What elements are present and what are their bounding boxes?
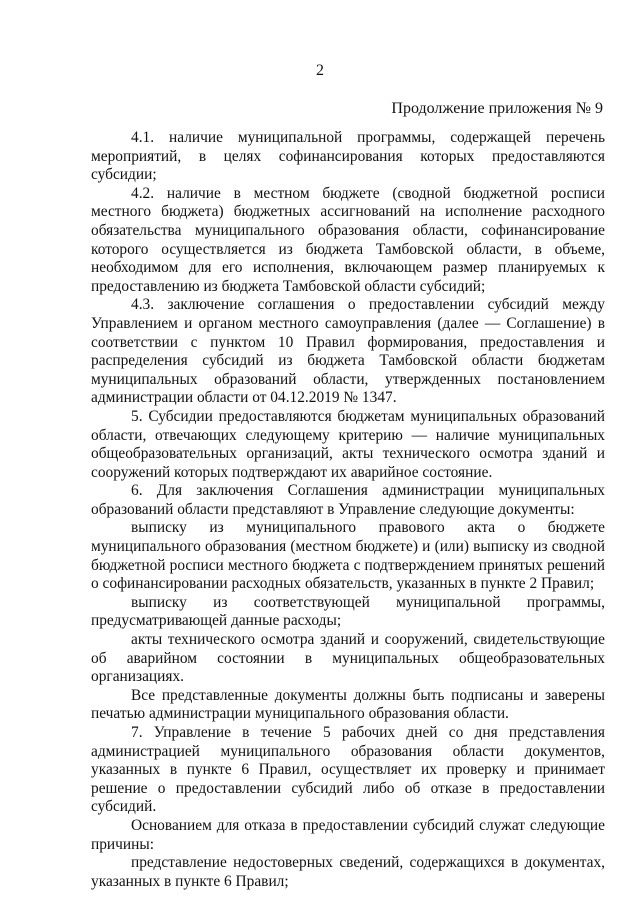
paragraph-7: 7. Управление в течение 5 рабочих дней со дня представления администрацией муниципального образования области документов, указанных в пункте 6 Правил, осуществляет их проверку и принимает решение о предоставлении субсидий либо об отказе в предоставлении субсидий. xyxy=(91,724,605,816)
document-item-budget-extract: выписку из муниципального правового акта о бюджете муниципального образования (местном бюджете) и (или) выписку из сводной бюджетной росписи местного бюджета с подтверждением принятых решений о софинансировании расходных обязательств, указанных в пункте 2 Правил; xyxy=(91,519,605,593)
paragraph-4-1: 4.1. наличие муниципальной программы, содержащей перечень мероприятий, в целях софинансирования которых предоставляются субсидии; xyxy=(91,129,605,184)
refusal-ground-item: представление недостоверных сведений, содержащихся в документах, указанных в пункте 6 Правил; xyxy=(91,854,605,890)
paragraph-4-3: 4.3. заключение соглашения о предоставлении субсидий между Управлением и органом местного самоуправления (далее — Соглашение) в соответствии с пунктом 10 Правил формирования, предоставления и распределения субсидий из бюджета Тамбовской области бюджетам муниципальных образований области, утвержденных постановлением администрации области от 04.12.2019 № 1347. xyxy=(91,296,605,407)
page-number: 2 xyxy=(316,62,324,79)
paragraph-6: 6. Для заключения Соглашения администрации муниципальных образований области представляют в Управление следующие документы: xyxy=(91,482,605,518)
document-item-program-extract: выписку из соответствующей муниципальной программы, предусматривающей данные расходы; xyxy=(91,593,605,630)
paragraph-5: 5. Субсидии предоставляются бюджетам муниципальных образований области, отвечающих следующему критерию — наличие муниципальных общеобразовательных организаций, акты технического осмотра зданий и сооружений которых подтверждают их аварийное состояние. xyxy=(91,407,605,481)
paragraph-refusal-grounds: Основанием для отказа в предоставлении субсидий служат следующие причины: xyxy=(91,816,605,853)
appendix-continuation-label: Продолжение приложения № 9 xyxy=(391,100,603,117)
paragraph-signature-requirement: Все представленные документы должны быть подписаны и заверены печатью администрации муниципального образования области. xyxy=(91,686,605,723)
paragraph-4-2: 4.2. наличие в местном бюджете (сводной бюджетной росписи местного бюджета) бюджетных ассигнований на исполнение расходного обязательства муниципального образования области, софинансирование которого осуществляется из бюджета Тамбовской области, в объеме, необходимом для его исполнения, включающем размер планируемых к предоставлению из бюджета Тамбовской области субсидий; xyxy=(91,184,605,295)
document-item-inspection-acts: акты технического осмотра зданий и сооружений, свидетельствующие об аварийном состоянии в муниципальных общеобразовательных организациях. xyxy=(91,631,605,686)
document-body xyxy=(91,129,605,891)
